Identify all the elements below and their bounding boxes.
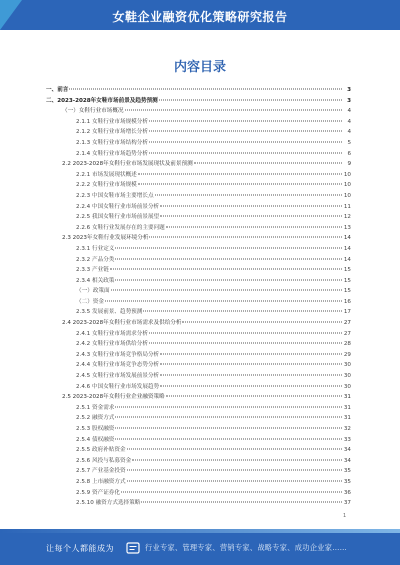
toc-entry-text: 2.5.2 融资方式 [76, 415, 115, 422]
toc-entry[interactable] [46, 329, 351, 340]
toc-entry-text: （一）女鞋行业市场概况 [62, 108, 124, 115]
toc-entry[interactable] [46, 498, 351, 509]
toc-entry-page: 16 [343, 298, 351, 305]
toc-entry-page: 9 [347, 161, 351, 168]
toc-dot-leader [149, 237, 342, 238]
footer-bar [0, 533, 400, 565]
toc-entry[interactable] [46, 85, 351, 96]
toc-entry[interactable] [46, 456, 351, 467]
toc-entry[interactable] [46, 106, 351, 117]
toc-entry-page: 30 [343, 373, 351, 380]
toc-dot-leader [115, 258, 342, 259]
toc-entry[interactable] [46, 138, 351, 149]
toc-entry-page: 14 [343, 245, 351, 252]
toc-dot-leader [127, 480, 342, 481]
toc-entry-text: 2.4.1 女鞋行业市场需求分析 [76, 330, 148, 337]
toc-entry-page: 27 [343, 330, 351, 337]
toc-dot-leader [115, 428, 342, 429]
toc-entry-text: 二、2023-2028年女鞋市场前景及趋势预测 [46, 97, 158, 104]
toc-entry-text: 2.2.2 女鞋行业市场规模 [76, 182, 137, 189]
toc-entry-page: 35 [343, 478, 351, 485]
toc-entry[interactable] [46, 350, 351, 361]
toc-entry-page: 15 [343, 277, 351, 284]
toc-dot-leader [149, 343, 342, 344]
toc-entry-text: 2.2.4 中国女鞋行业市场前景分析 [76, 203, 160, 210]
toc-entry-text: 2.3.4 相关政策 [76, 277, 115, 284]
toc-entry[interactable] [46, 96, 351, 107]
toc-entry[interactable] [46, 307, 351, 318]
toc-entry-page: 4 [347, 108, 351, 115]
toc-dot-leader [115, 279, 342, 280]
toc-entry-text: 2.1.2 女鞋行业市场增长分析 [76, 129, 148, 136]
toc-entry-page: 3 [347, 97, 351, 104]
toc-entry-page: 11 [343, 203, 351, 210]
toc-entry-text: 2.4.3 女鞋行业市场竞争格局分析 [76, 351, 160, 358]
toc-entry[interactable] [46, 360, 351, 371]
toc-entry[interactable] [46, 117, 351, 128]
toc-entry-page: 28 [343, 341, 351, 348]
toc-entry-text: 2.1.1 女鞋行业市场规模分析 [76, 118, 148, 125]
toc-entry-page: 12 [343, 214, 351, 221]
toc-entry-page: 3 [347, 87, 351, 93]
toc-dot-leader [159, 99, 342, 100]
toc-entry-text: 2.2.6 女鞋行业发展存在的主要问题 [76, 224, 165, 231]
toc-dot-leader [141, 502, 342, 503]
toc-entry[interactable] [46, 244, 351, 255]
toc-dot-leader [121, 491, 342, 492]
toc-entry[interactable] [46, 159, 351, 170]
toc-dot-leader [155, 194, 342, 195]
toc-dot-leader [160, 364, 342, 365]
toc-dot-leader [160, 375, 342, 376]
toc-dot-leader [125, 110, 342, 111]
toc-entry-page: 13 [343, 224, 351, 231]
toc-title: 内容目录 [173, 60, 226, 75]
toc-entry[interactable] [46, 466, 351, 477]
toc-entry-page: 17 [343, 309, 351, 316]
toc-entry-page: 31 [343, 415, 351, 422]
toc-dot-leader [138, 184, 342, 185]
toc-entry-text: 2.5.7 产业基金投资 [76, 468, 126, 475]
toc-dot-leader [143, 311, 342, 312]
toc-entry[interactable] [46, 233, 351, 244]
toc-entry-page: 37 [343, 500, 351, 507]
toc-dot-leader [149, 332, 342, 333]
toc-dot-leader [115, 247, 342, 248]
toc-entry[interactable] [46, 413, 351, 424]
toc-dot-leader [105, 300, 342, 301]
toc-entry-text: 2.5.10 融资方式选择策略 [76, 500, 141, 507]
toc-entry-text: 2.3 2023年女鞋行业发展环境分析 [62, 235, 149, 242]
toc-entry-text: 2.2.5 我国女鞋行业市场前景展望 [76, 214, 160, 221]
toc-entry[interactable] [46, 445, 351, 456]
toc-entry-text: 2.5.3 股权融资 [76, 426, 115, 432]
toc-entry-text: 2.3.2 产品分类 [76, 256, 115, 263]
toc-entry-text: 2.3.5 发展前景、趋势预测 [76, 309, 143, 316]
toc-dot-leader [160, 385, 342, 386]
toc-entry[interactable] [46, 339, 351, 350]
toc-entry-page: 14 [343, 256, 351, 263]
toc-dot-leader [149, 141, 342, 142]
toc-dot-leader [69, 89, 342, 90]
toc-entry-text: 2.5 2023-2028年女鞋行业企业融资策略 [62, 394, 165, 401]
toc-entry[interactable] [46, 286, 351, 297]
header-bar [0, 0, 400, 30]
footer-slogan: 让每个人都能成为 [46, 544, 114, 553]
toc-entry[interactable] [46, 488, 351, 499]
toc-entry[interactable] [46, 435, 351, 446]
toc-entry-text: （二）资金 [76, 298, 104, 305]
toc-entry[interactable] [46, 265, 351, 276]
report-title: 女鞋企业融资优化策略研究报告 [112, 10, 288, 24]
toc-dot-leader [194, 163, 342, 164]
toc-entry[interactable] [46, 297, 351, 308]
toc-entry[interactable] [46, 318, 351, 329]
toc-entry-page: 4 [347, 118, 351, 125]
toc-entry[interactable] [46, 371, 351, 382]
toc-entry-text: 2.5.4 债权融资 [76, 436, 115, 443]
toc-entry-text: 一、前言 [46, 87, 69, 93]
toc-entry-text: 2.5.5 政府补贴资金 [76, 447, 126, 454]
toc-entry-text: 2.5.1 资金需求 [76, 404, 115, 411]
toc-entry-page: 6 [347, 150, 351, 157]
toc-dot-leader [110, 269, 342, 270]
toc-entry[interactable] [46, 403, 351, 414]
toc-dot-leader [166, 226, 342, 227]
toc-entry-text: 2.3.3 产业链 [76, 267, 109, 274]
toc-dot-leader [127, 449, 342, 450]
toc-entry-text: 2.4.5 女鞋行业市场发展前景分析 [76, 373, 160, 380]
toc-entry-text: 2.4.2 女鞋行业市场供给分析 [76, 341, 148, 348]
toc-dot-leader [160, 353, 342, 354]
toc-entry-page: 29 [343, 351, 351, 358]
toc-entry[interactable] [46, 424, 351, 435]
toc-entry-text: 2.2.1 市场发展现状概述 [76, 171, 137, 178]
toc-entry[interactable] [46, 170, 351, 181]
toc-entry[interactable] [46, 202, 351, 213]
toc-dot-leader [149, 131, 342, 132]
table-of-contents [46, 85, 351, 509]
toc-dot-leader [166, 396, 342, 397]
toc-dot-leader [111, 290, 342, 291]
toc-dot-leader [115, 417, 342, 418]
toc-dot-leader [149, 152, 342, 153]
toc-entry[interactable] [46, 127, 351, 138]
toc-entry-page: 10 [343, 182, 351, 189]
toc-entry-page: 32 [343, 426, 351, 432]
toc-entry[interactable] [46, 477, 351, 488]
toc-dot-leader [132, 459, 342, 460]
toc-entry[interactable] [46, 180, 351, 191]
toc-entry[interactable] [46, 382, 351, 393]
toc-entry-page: 10 [343, 192, 351, 199]
toc-entry-text: 2.1.3 女鞋行业市场结构分析 [76, 139, 148, 146]
toc-entry-page: 31 [343, 404, 351, 411]
toc-entry-page: 30 [343, 383, 351, 390]
toc-entry-page: 30 [343, 362, 351, 369]
toc-entry-text: 2.5.6 风投与私募资金 [76, 457, 132, 464]
toc-dot-leader [115, 438, 342, 439]
toc-entry-text: 2.4.4 女鞋行业市场竞争态势分析 [76, 362, 160, 369]
toc-entry-text: 2.1.4 女鞋行业市场趋势分析 [76, 150, 148, 157]
toc-entry-page: 14 [343, 235, 351, 242]
toc-dot-leader [160, 216, 342, 217]
toc-entry-page: 34 [343, 457, 351, 464]
toc-entry[interactable] [46, 149, 351, 160]
toc-entry-text: 2.4.6 中国女鞋行业市场发展趋势 [76, 383, 160, 390]
toc-entry-page: 34 [343, 447, 351, 454]
toc-entry-page: 10 [343, 171, 351, 178]
toc-dot-leader [127, 470, 342, 471]
toc-entry-text: 2.2 2023-2028年女鞋行业市场发展现状及前景预测 [62, 161, 193, 168]
toc-dot-leader [182, 322, 342, 323]
toc-dot-leader [115, 406, 342, 407]
toc-entry-page: 33 [343, 436, 351, 443]
toc-dot-leader [160, 205, 342, 206]
toc-entry-page: 35 [343, 468, 351, 475]
toc-entry-text: （一）政策面 [76, 288, 110, 295]
toc-entry-page: 36 [343, 489, 351, 496]
toc-dot-leader [149, 120, 342, 121]
toc-dot-leader [138, 173, 342, 174]
toc-entry[interactable] [46, 223, 351, 234]
toc-entry-page: 15 [343, 267, 351, 274]
toc-entry-text: 2.5.9 资产证券化 [76, 489, 120, 496]
toc-entry[interactable] [46, 392, 351, 403]
toc-entry-text: 2.5.8 上市融资方式 [76, 478, 126, 485]
toc-entry-page: 27 [343, 320, 351, 327]
toc-entry[interactable] [46, 191, 351, 202]
toc-entry-page: 31 [343, 394, 351, 401]
toc-entry-page: 5 [347, 139, 351, 146]
toc-entry[interactable] [46, 276, 351, 287]
toc-entry-text: 2.2.3 中国女鞋市场主要增长点 [76, 192, 154, 199]
toc-entry-text: 2.3.1 行业定义 [76, 245, 115, 252]
quote-icon [126, 541, 140, 555]
toc-entry-page: 15 [343, 288, 351, 295]
toc-entry-text: 2.4 2023-2028年女鞋行业市场需求及供给分析 [62, 320, 182, 327]
toc-entry-page: 4 [347, 129, 351, 136]
footer-roles: 行业专家、管理专家、营销专家、战略专家、成功企业家…… [145, 543, 348, 552]
toc-entry[interactable] [46, 255, 351, 266]
toc-entry[interactable] [46, 212, 351, 223]
page-number: 1 [343, 513, 347, 519]
